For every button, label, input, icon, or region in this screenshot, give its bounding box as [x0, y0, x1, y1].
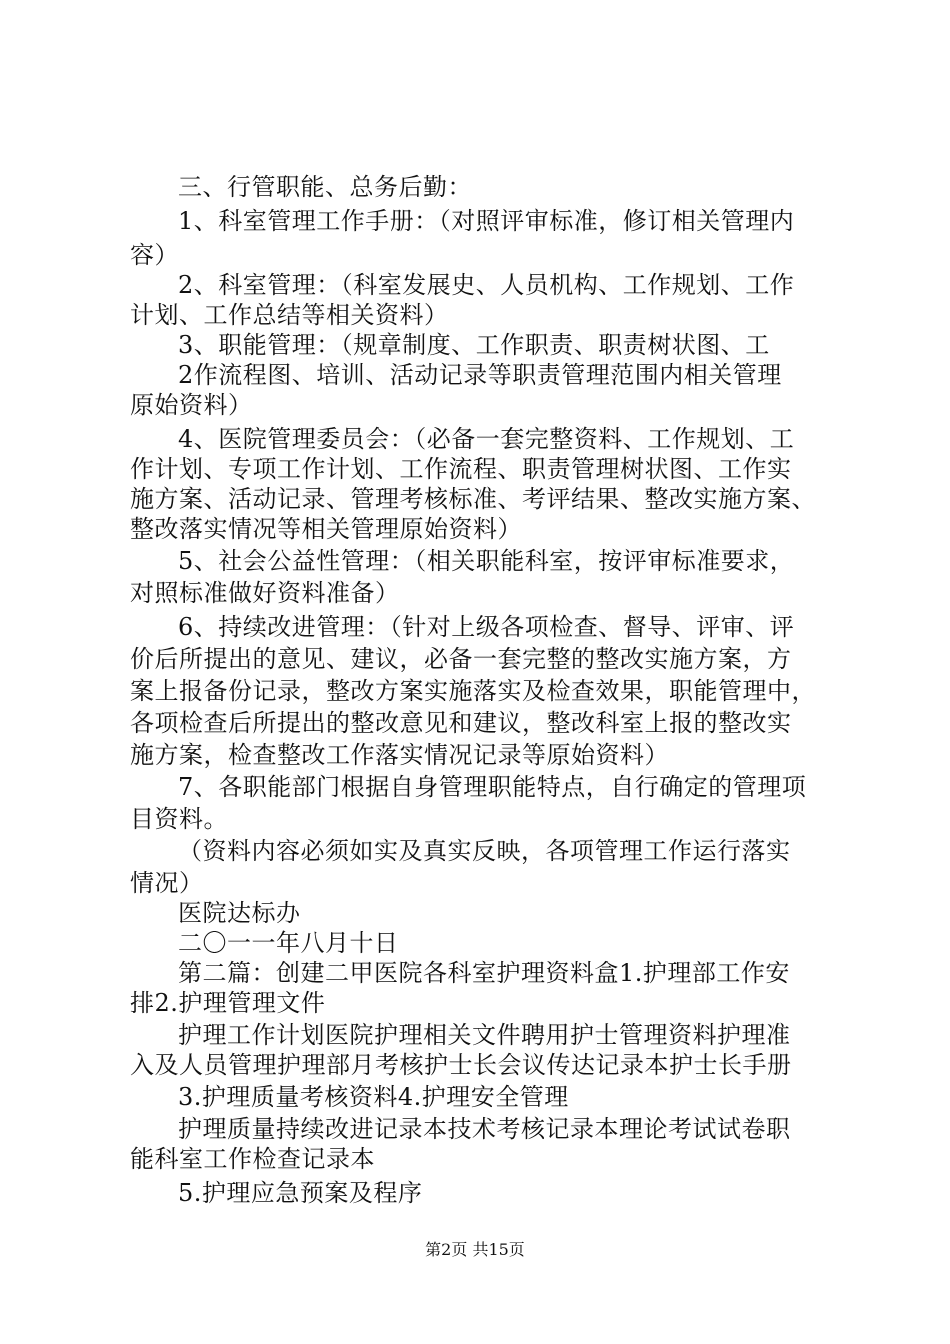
text-line: 5.护理应急预案及程序	[178, 1179, 423, 1207]
text-line: 4、医院管理委员会：（必备一套完整资料、工作规划、工	[178, 425, 795, 453]
text-line: 护理质量持续改进记录本技术考核记录本理论考试试卷职	[178, 1115, 791, 1143]
text-line: 计划、工作总结等相关资料）	[130, 301, 449, 329]
text-line: 施方案、活动记录、管理考核标准、考评结果、整改实施方案、	[130, 485, 816, 513]
text-line: 2作流程图、培训、活动记录等职责管理范围内相关管理	[178, 361, 782, 389]
text-line: 情况）	[130, 869, 204, 897]
signature-date: 二〇一一年八月十日	[178, 929, 399, 957]
section-heading: 三、行管职能、总务后勤：	[178, 173, 472, 201]
text-line: 3.护理质量考核资料4.护理安全管理	[178, 1083, 569, 1111]
text-line: 排2.护理管理文件	[130, 989, 326, 1017]
text-line: （资料内容必须如实及真实反映，各项管理工作运行落实	[178, 837, 791, 865]
text-line: 价后所提出的意见、建议，必备一套完整的整改实施方案，方	[130, 645, 792, 673]
text-line: 能科室工作检查记录本	[130, 1145, 375, 1173]
text-line: 目资料。	[130, 805, 228, 833]
text-line: 入及人员管理护理部月考核护士长会议传达记录本护士长手册	[130, 1051, 792, 1079]
text-line: 护理工作计划医院护理相关文件聘用护士管理资料护理准	[178, 1021, 791, 1049]
text-line: 施方案，检查整改工作落实情况记录等原始资料）	[130, 741, 669, 769]
text-line: 第二篇：创建二甲医院各科室护理资料盒1.护理部工作安	[178, 959, 790, 987]
text-line: 6、持续改进管理：（针对上级各项检查、督导、评审、评	[178, 613, 795, 641]
page-footer: 第2页 共15页	[425, 1240, 525, 1259]
text-line: 案上报备份记录，整改方案实施落实及检查效果，职能管理中，	[130, 677, 816, 705]
text-line: 对照标准做好资料准备）	[130, 579, 400, 607]
signature-office: 医院达标办	[178, 899, 301, 927]
text-line: 原始资料）	[130, 391, 253, 419]
text-line: 整改落实情况等相关管理原始资料）	[130, 515, 522, 543]
text-line: 7、各职能部门根据自身管理职能特点，自行确定的管理项	[178, 773, 807, 801]
text-line: 作计划、专项工作计划、工作流程、职责管理树状图、工作实	[130, 455, 792, 483]
text-line: 容）	[130, 241, 179, 269]
text-line: 5、社会公益性管理：（相关职能科室，按评审标准要求，	[178, 547, 795, 575]
text-line: 3、职能管理：（规章制度、工作职责、职责树状图、工	[178, 331, 770, 359]
text-line: 各项检查后所提出的整改意见和建议，整改科室上报的整改实	[130, 709, 792, 737]
text-line: 2、科室管理：（科室发展史、人员机构、工作规划、工作	[178, 271, 795, 299]
text-line: 1、科室管理工作手册：（对照评审标准，修订相关管理内	[178, 207, 795, 235]
